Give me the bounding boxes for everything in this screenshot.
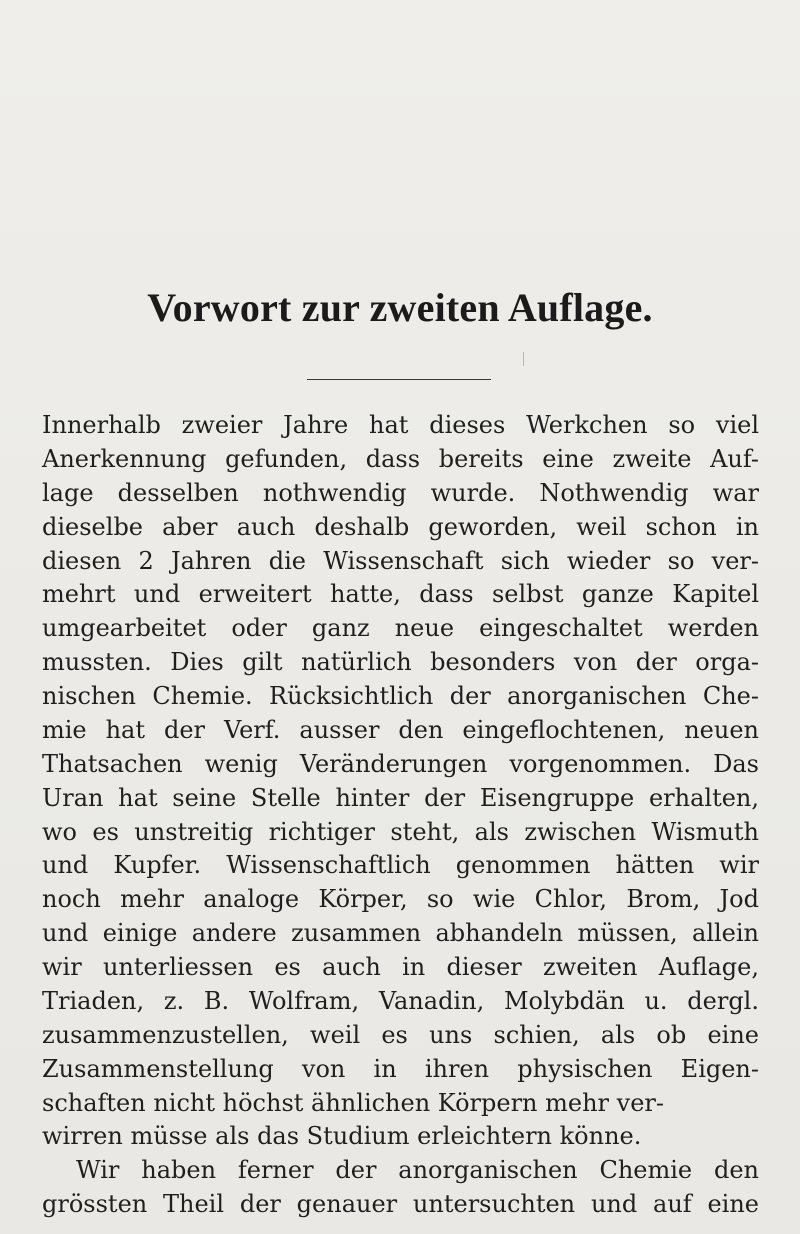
text-line: Zusammenstellung von in ihren physischen Eigen-	[42, 1054, 759, 1083]
text-line: dieselbe aber auch deshalb geworden, weil schon in	[42, 512, 759, 541]
text-line: mussten. Dies gilt natürlich besonders von der orga-	[42, 648, 759, 677]
text-line: wir unterliessen es auch in dieser zweiten Auflage,	[42, 953, 759, 981]
text-line: Triaden, z. B. Wolfram, Vanadin, Molybdän u. dergl.	[42, 986, 759, 1015]
text-line: zusammenzustellen, weil es uns schien, als ob eine	[42, 1020, 759, 1049]
text-line: noch mehr analoge Körper, so wie Chlor, Brom, Jod	[42, 885, 759, 914]
text-line: Innerhalb zweier Jahre hat dieses Werkchen so viel	[42, 411, 759, 439]
text-line: Uran hat seine Stelle hinter der Eisengruppe erhalten,	[42, 783, 759, 812]
text-line: mie hat der Verf. ausser den eingeflochtenen, neuen	[42, 715, 759, 744]
text-line: umgearbeitet oder ganz neue eingeschaltet werden	[42, 614, 759, 643]
text-line: wirren müsse als das Studium erleichtern könne.	[42, 1122, 642, 1151]
text-line: lage desselben nothwendig wurde. Nothwendig war	[42, 478, 759, 507]
text-line: und Kupfer. Wissenschaftlich genommen hätten wir	[42, 851, 759, 880]
text-line: Wir haben ferner der anorganischen Chemie den	[76, 1156, 759, 1185]
text-line: Anerkennung gefunden, dass bereits eine zweite Auf-	[42, 444, 759, 473]
text-line: grössten Theil der genauer untersuchten und auf eine	[42, 1190, 759, 1219]
text-line: mehrt und erweitert hatte, dass selbst ganze Kapitel	[42, 580, 759, 609]
text-line: und einige andere zusammen abhandeln müssen, allein	[42, 919, 759, 948]
text-line: schaften nicht höchst ähnlichen Körpern mehr ver-	[42, 1088, 664, 1117]
text-line: nischen Chemie. Rücksichtlich der anorganischen Che-	[42, 682, 759, 710]
text-line: wo es unstreitig richtiger steht, als zwischen Wismuth	[42, 817, 759, 846]
text-line: Thatsachen wenig Veränderungen vorgenommen. Das	[42, 749, 759, 778]
text-line: diesen 2 Jahren die Wissenschaft sich wieder so ver-	[42, 546, 759, 575]
page-title: Vorwort zur zweiten Auflage.	[147, 285, 653, 330]
